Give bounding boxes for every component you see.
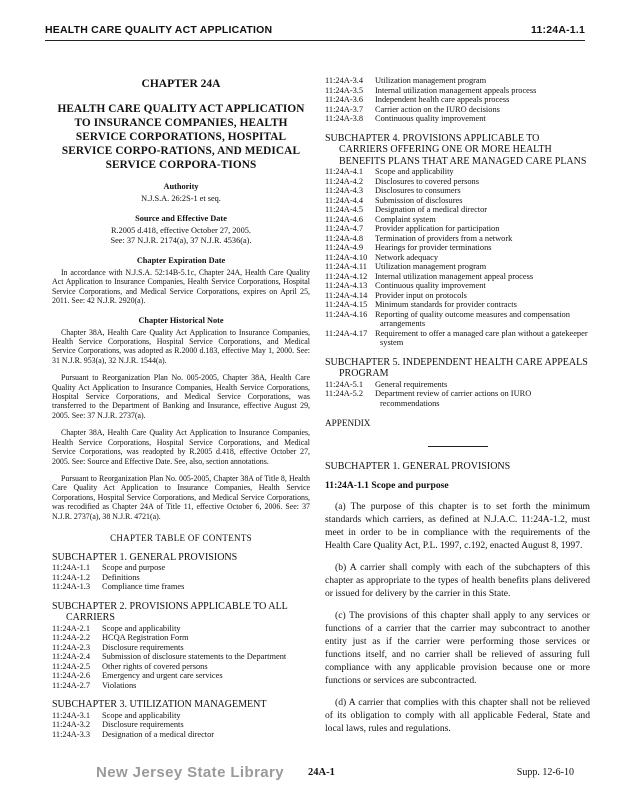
toc-entry-number: 11:24A-4.14 (325, 290, 368, 300)
toc-entry-title: Complaint system (375, 214, 436, 224)
history-paragraph: Pursuant to Reorganization Plan No. 005-2005, Chapter 38A, Health Care Quality Act Application to Insurance Companies, Health Service Corporations, Hospital Service Corporations, and Medical Service Corporations, was transferred to the Department of Banking and Insurance, effective August 29, 2005. See: 37 N.J.R. 2737(a). (52, 373, 310, 420)
toc-entry-title: Termination of providers from a network (375, 233, 513, 243)
toc-entry-number: 11:24A-4.6 (325, 214, 364, 224)
toc-entry-title: Designation of a medical director (102, 729, 215, 739)
authority-heading: Authority (163, 182, 199, 191)
toc-section-list (325, 76, 590, 124)
toc-entry-title: Carrier action on the IURO decisions (375, 104, 500, 114)
toc-entry-title: Violations (102, 680, 137, 690)
toc-entry-number: 11:24A-4.16 (325, 309, 368, 319)
toc-section-list (52, 711, 310, 740)
toc-entry-number: 11:24A-3.2 (52, 720, 91, 730)
right-column (325, 76, 590, 735)
chapter-label: CHAPTER 24A (141, 78, 221, 90)
toc-entry-number: 11:24A-3.3 (52, 729, 91, 739)
toc-entry (325, 262, 590, 272)
toc-entry-number: 11:24A-3.1 (52, 710, 91, 720)
toc-entry-title: Scope and applicability (375, 167, 454, 176)
body-paragraph: (c) The provisions of this chapter shall apply to any services or functions of a carrier that the carrier may subcontract to another entity just as if the carrier were performing those services or functions itself, and no carrier shall be relieved of assuring full compliance with any applicable provision because one or more functions or services are subcontracted. (325, 610, 590, 686)
toc-entry-title: Reporting of quality outcome measures and compensation arrangements (375, 309, 570, 328)
toc-entry-title: Disclosures to consumers (375, 186, 461, 195)
running-header (45, 22, 585, 41)
toc-entry (325, 177, 590, 187)
toc-subchapter-title: SUBCHAPTER 5. INDEPENDENT HEALTH CARE APPEALS PROGRAM (325, 356, 588, 379)
toc-entry-number: 11:24A-2.3 (52, 642, 91, 652)
toc-entry-title: Submission of disclosures (375, 195, 463, 205)
toc-entry-title: Disclosure requirements (102, 720, 184, 730)
toc-entry (325, 243, 590, 253)
toc-entry (52, 573, 310, 583)
toc-entry (325, 86, 590, 96)
toc-entry-title: Continuous quality improvement (375, 281, 486, 290)
toc-entry (325, 253, 590, 263)
toc-entry-number: 11:24A-2.1 (52, 623, 91, 633)
toc-entry (325, 380, 590, 390)
toc-entry-number: 11:24A-2.2 (52, 633, 91, 643)
subchapter-heading: SUBCHAPTER 1. GENERAL PROVISIONS (325, 461, 511, 472)
toc-entry (52, 624, 310, 634)
toc-entry (52, 643, 310, 653)
page-footer (96, 764, 574, 784)
toc-entry-number: 11:24A-2.7 (52, 680, 91, 690)
body-paragraph: (d) A carrier that complies with this chapter shall not be relieved of its obligation to comply with all applicable Federal, State and local laws, rules and regulations. (325, 697, 590, 734)
toc-entry (325, 300, 590, 310)
toc-entry-title: Scope and applicability (102, 623, 181, 633)
toc-entry (325, 215, 590, 225)
toc-entry-title: General requirements (375, 379, 448, 389)
toc-entry-title: Requirement to offer a managed care plan without a gatekeeper system (375, 328, 588, 347)
toc-entry-number: 11:24A-4.8 (325, 233, 364, 243)
left-column (52, 66, 310, 739)
toc-entry-title: Provider input on protocols (375, 290, 467, 300)
toc-entry-number: 11:24A-4.11 (325, 262, 367, 271)
history-paragraph: Pursuant to Reorganization Plan No. 005-2005, Chapter 38A of Title 8, Health Care Quality Act Application to Insurance Companies, Health Service Corporations, Hospital Service Corporations, and Medical Service Corporations, was recodified as Chapter 24A of Title 11, effective October 6, 2006. See: 37 N.J.R. 2737(a), 38 N.J.R. 4721(a). (52, 473, 310, 521)
header-title: HEALTH CARE QUALITY ACT APPLICATION (45, 24, 273, 36)
toc-entry-number: 11:24A-4.9 (325, 243, 364, 252)
toc-subchapter-title: SUBCHAPTER 3. UTILIZATION MANAGEMENT (52, 699, 267, 711)
toc-entry (52, 720, 310, 730)
toc-entry (325, 105, 590, 115)
toc-entry (325, 310, 590, 329)
authority-text: N.J.S.A. 26:2S-1 et seq. (141, 194, 221, 203)
toc-subchapter-title: SUBCHAPTER 4. PROVISIONS APPLICABLE TO CARRIERS OFFERING ONE OR MORE HEALTH BENEFITS PLANS THAT ARE MANAGED CARE PLANS (325, 132, 587, 167)
toc-entry-title: Independent health care appeals process (375, 95, 510, 104)
toc-entry-number: 11:24A-5.1 (325, 379, 364, 389)
toc-entry-number: 11:24A-5.2 (325, 389, 364, 398)
toc-entry (52, 730, 310, 740)
toc-heading: CHAPTER TABLE OF CONTENTS (110, 532, 252, 543)
toc-appendix: APPENDIX (325, 418, 371, 428)
toc-entry-title: Continuous quality improvement (375, 114, 486, 123)
toc-entry (325, 329, 590, 348)
toc-entry-title: Other rights of covered persons (102, 661, 208, 671)
toc-entry-number: 11:24A-4.7 (325, 224, 364, 233)
toc-section-list (325, 167, 590, 348)
toc-entry (52, 582, 310, 592)
toc-entry-title: HCQA Registration Form (102, 633, 189, 643)
body-paragraph: (a) The purpose of this chapter is to set forth the minimum standards which carriers, as defined at N.J.A.C. 11:24A-1.2, must meet in order to be in compliance with the requirements of the Health Care Quality Act, P.L. 1997, c.192, enacted August 8, 1997. (325, 501, 590, 551)
section-heading: 11:24A-1.1 Scope and purpose (325, 480, 449, 491)
toc-entry-number: 11:24A-1.3 (52, 582, 91, 592)
toc-entry (325, 272, 590, 282)
toc-entry (52, 652, 310, 662)
toc-entry-number: 11:24A-1.2 (52, 572, 91, 582)
toc-entry-number: 11:24A-4.1 (325, 167, 364, 176)
toc-entry-number: 11:24A-4.12 (325, 271, 368, 281)
toc-entry-number: 11:24A-4.2 (325, 176, 364, 186)
toc-subchapter-title: SUBCHAPTER 1. GENERAL PROVISIONS (52, 551, 238, 563)
toc-entry-title: Scope and purpose (102, 563, 166, 573)
toc-entry-number: 11:24A-4.15 (325, 300, 368, 309)
history-heading: Chapter Historical Note (138, 315, 224, 325)
toc-subchapter-title: SUBCHAPTER 2. PROVISIONS APPLICABLE TO ALL CARRIERS (52, 600, 288, 624)
toc-entry-number: 11:24A-3.8 (325, 114, 364, 123)
toc-entry (325, 186, 590, 196)
toc-entry-title: Internal utilization management appeal process (375, 271, 534, 281)
chapter-title: HEALTH CARE QUALITY ACT APPLICATION TO INSURANCE COMPANIES, HEALTH SERVICE CORPORATIONS, HOSPITAL SERVICE CORPO-RATIONS, AND MEDICAL SERVICE CORPORA-TIONS (57, 103, 305, 171)
toc-entry (325, 95, 590, 105)
toc-entry-title: Minimum standards for provider contracts (375, 300, 517, 309)
header-section-number: 11:24A-1.1 (531, 24, 585, 36)
toc-entry (325, 224, 590, 234)
toc-entry-number: 11:24A-4.17 (325, 328, 368, 338)
toc-entry-number: 11:24A-2.5 (52, 661, 91, 671)
history-paragraph: Chapter 38A, Health Care Quality Act Application to Insurance Companies, Health Service Corporations, Hospital Service Corporations, and Medical Service Corporations, was readopted by R.2005 d.418, effective October 27, 2005. See: Source and Effective Date. See, also, section annotations. (52, 428, 310, 466)
toc-entry-title: Compliance time frames (102, 582, 185, 592)
toc-entry (52, 633, 310, 643)
toc-entry-title: Hearings for provider terminations (375, 243, 492, 252)
toc-entry-title: Disclosure requirements (102, 642, 184, 652)
source-line-1: R.2005 d.418, effective October 27, 2005. (111, 226, 251, 235)
toc-entry (325, 76, 590, 86)
toc-entry (52, 563, 310, 573)
toc-entry-number: 11:24A-3.7 (325, 104, 364, 114)
toc-entry-number: 11:24A-2.4 (52, 652, 91, 662)
toc-entry (325, 291, 590, 301)
toc-entry-title: Disclosures to covered persons (375, 176, 479, 186)
section-divider (428, 446, 488, 447)
toc-entry (325, 114, 590, 124)
toc-entry-title: Designation of a medical director (375, 205, 488, 214)
toc-entry-title: Internal utilization management appeals process (375, 85, 537, 95)
toc-entry-number: 11:24A-4.10 (325, 252, 368, 262)
library-watermark: New Jersey State Library (96, 764, 285, 781)
history-paragraph: Chapter 38A, Health Care Quality Act Application to Insurance Companies, Health Service Corporations, Hospital Service Corporations, and Medical Service Corporations, was adopted as R.2000 d.183, effective May 1, 2000. See: 31 N.J.R. 953(a), 32 N.J.R. 1544(a). (52, 327, 310, 365)
toc-entry-title: Department review of carrier actions on IURO recommendations (375, 389, 532, 408)
toc-entry (325, 205, 590, 215)
toc-entry-number: 11:24A-2.6 (52, 671, 91, 681)
toc-entry-number: 11:24A-3.4 (325, 76, 364, 85)
expiration-heading: Chapter Expiration Date (136, 256, 226, 265)
toc-entry (325, 281, 590, 291)
toc-entry-number: 11:24A-3.6 (325, 95, 364, 104)
toc-entry-number: 11:24A-1.1 (52, 563, 91, 573)
page-number: 24A-1 (308, 767, 335, 778)
toc-entry (325, 196, 590, 206)
toc-entry-title: Emergency and urgent care services (102, 671, 223, 681)
toc-entry-number: 11:24A-4.5 (325, 205, 364, 214)
toc-entry (325, 234, 590, 244)
toc-entry (325, 167, 590, 177)
toc-entry-title: Provider application for participation (375, 224, 500, 233)
toc-section-list (52, 563, 310, 592)
toc-entry (325, 389, 590, 408)
toc-entry (52, 662, 310, 672)
toc-entry (52, 681, 310, 691)
toc-section-list (325, 380, 590, 409)
source-heading: Source and Effective Date (135, 214, 227, 223)
toc-entry-number: 11:24A-3.5 (325, 85, 364, 95)
toc-entry-number: 11:24A-4.4 (325, 195, 364, 205)
toc-entry-title: Scope and applicability (102, 710, 181, 720)
toc-entry-title: Utilization management program (375, 262, 487, 271)
supplement-date: Supp. 12-6-10 (516, 767, 574, 778)
expiration-text: In accordance with N.J.S.A. 52:14B-5.1c, Chapter 24A, Health Care Quality Act Application to Insurance Companies, Health Service Corporations, Hospital Service Corporations, and Medical Service Corporations, expires on April 25, 2011. See: 42 N.J.R. 2920(a). (52, 268, 310, 306)
toc-entry-title: Network adequacy (375, 252, 439, 262)
toc-entry-number: 11:24A-4.3 (325, 186, 364, 195)
toc-entry (52, 671, 310, 681)
toc-entry-title: Submission of disclosure statements to the Department (102, 652, 287, 662)
body-paragraph: (b) A carrier shall comply with each of the subchapters of this chapter as appropriate to the types of health benefits plans delivered or issued for delivery by the carrier in this State. (325, 562, 590, 599)
toc-entry (52, 711, 310, 721)
source-line-2: See: 37 N.J.R. 2174(a), 37 N.J.R. 4536(a). (110, 236, 252, 245)
toc-entry-title: Utilization management program (375, 76, 487, 85)
toc-entry-number: 11:24A-4.13 (325, 281, 368, 290)
toc-section-list (52, 624, 310, 691)
toc-entry-title: Definitions (102, 572, 140, 582)
